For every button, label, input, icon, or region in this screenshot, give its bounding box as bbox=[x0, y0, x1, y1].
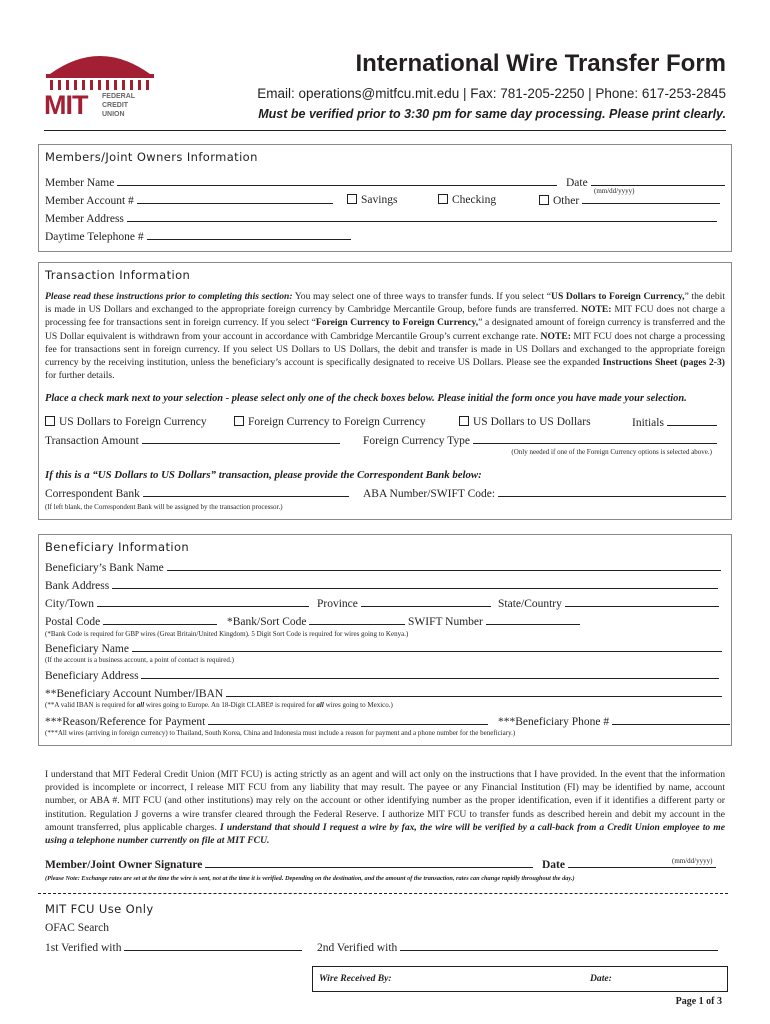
usd-fc-term: US Dollars to Foreign Currency, bbox=[551, 291, 685, 302]
iban-note-all-2: all bbox=[316, 701, 324, 709]
sort-code-row bbox=[227, 615, 405, 628]
signature-date-label: Date bbox=[542, 859, 565, 871]
transaction-title: Transaction Information bbox=[45, 268, 191, 282]
mit-fcu-logo bbox=[44, 46, 156, 121]
beneficiary-account-row bbox=[45, 687, 722, 700]
beneficiary-phone-label: ***Beneficiary Phone # bbox=[498, 716, 610, 728]
fc-fc-checkbox[interactable] bbox=[234, 416, 244, 426]
checking-checkbox[interactable] bbox=[438, 194, 448, 204]
beneficiary-account-label: **Beneficiary Account Number/IBAN bbox=[45, 688, 224, 700]
bank-name-label: Beneficiary’s Bank Name bbox=[45, 562, 164, 574]
member-name-row bbox=[45, 176, 557, 189]
swift-row bbox=[408, 615, 580, 628]
sort-code-note: (*Bank Code is required for GBP wires (Great Britain/United Kingdom). 5 Digit Sort Code is required for wires going to Kenya.) bbox=[45, 630, 409, 638]
logo-line-2: CREDIT bbox=[102, 102, 129, 109]
postal-row bbox=[45, 615, 217, 628]
initials-field[interactable] bbox=[667, 416, 717, 426]
bank-address-row bbox=[45, 579, 718, 592]
option-usd-usd[interactable] bbox=[459, 416, 591, 428]
member-name-field[interactable] bbox=[117, 176, 557, 186]
beneficiary-address-row bbox=[45, 669, 719, 682]
second-verified-label: 2nd Verified with bbox=[317, 942, 398, 954]
fc-type-note: (Only needed if one of the Foreign Currency options is selected above.) bbox=[511, 448, 712, 456]
initials-row bbox=[632, 416, 717, 429]
agreement-body: I understand that MIT Federal Credit Union (MIT FCU) is acting strictly as an agent and will act only on the instructions that I have provided. In the event that the information provided is incomplete or incorrect, I release MIT FCU from any liability that may result. The payee or any Financial Institution (FI) may be identified by name, account number, or ABA #. MIT FCU (and other institutions) may rely on the account or other identifying number as the proper identification, even if it identifies a different party or institution. Regulation J governs a wire transfer cleared through the Federal Reserve. I authorize MIT FCU to transfer funds as described herein and debit my account in the amount transferred, plus applicable charges. bbox=[45, 769, 725, 833]
second-verified-field[interactable] bbox=[400, 941, 718, 951]
beneficiary-name-field[interactable] bbox=[132, 642, 722, 652]
instructions-lead: Please read these instructions prior to completing this section: bbox=[45, 291, 293, 302]
aba-row bbox=[363, 487, 726, 500]
bank-address-field[interactable] bbox=[112, 579, 718, 589]
other-option[interactable] bbox=[539, 194, 720, 207]
beneficiary-title: Beneficiary Information bbox=[45, 540, 190, 554]
province-label: Province bbox=[317, 598, 358, 610]
signature-row bbox=[45, 858, 533, 871]
city-field[interactable] bbox=[97, 597, 309, 607]
reason-field[interactable] bbox=[208, 715, 488, 725]
amount-label: Transaction Amount bbox=[45, 435, 139, 447]
member-address-field[interactable] bbox=[127, 212, 717, 222]
postal-label: Postal Code bbox=[45, 616, 101, 628]
usd-fc-label: US Dollars to Foreign Currency bbox=[59, 416, 207, 428]
fc-type-field[interactable] bbox=[473, 434, 717, 444]
agreement-text bbox=[45, 768, 725, 847]
logo-line-1: FEDERAL bbox=[102, 93, 136, 100]
note-1: NOTE: bbox=[581, 304, 612, 316]
beneficiary-name-note: (If the account is a business account, a point of contact is required.) bbox=[45, 656, 234, 664]
other-field[interactable] bbox=[582, 194, 720, 204]
fc-type-label: Foreign Currency Type bbox=[363, 435, 470, 447]
city-label: City/Town bbox=[45, 598, 95, 610]
instructions-part-1: You may select one of three ways to transfer funds. If you select “ bbox=[292, 291, 552, 302]
dashed-divider bbox=[38, 893, 728, 894]
date-format-hint: (mm/dd/yyyy) bbox=[594, 187, 635, 195]
form-title: International Wire Transfer Form bbox=[355, 50, 726, 77]
usd-usd-checkbox[interactable] bbox=[459, 416, 469, 426]
first-verified-label: 1st Verified with bbox=[45, 942, 122, 954]
iban-note-part-1: (**A valid IBAN is required for bbox=[45, 701, 137, 709]
member-name-label: Member Name bbox=[45, 177, 115, 189]
option-fc-fc[interactable] bbox=[234, 416, 426, 428]
savings-option[interactable] bbox=[347, 194, 397, 206]
instructions-part-2: ” the debit is made in US Dollars and exchanged to the appropriate foreign currency by Cambridge Mercantile Group, before funds are transferred. bbox=[45, 291, 725, 316]
instructions-part-3: MIT FCU does not charge a processing fee for transactions sent in foreign currency. If you select “ bbox=[45, 304, 725, 329]
daytime-phone-label: Daytime Telephone # bbox=[45, 231, 144, 243]
members-title: Members/Joint Owners Information bbox=[45, 150, 258, 164]
reason-note: (***All wires (arriving in foreign currency) to Thailand, South Korea, China and Indonesia must include a reason for payment and a phone number for the beneficiary.) bbox=[45, 729, 516, 737]
daytime-phone-field[interactable] bbox=[147, 230, 351, 240]
instructions-part-6: for further details. bbox=[45, 370, 115, 382]
agreement-fax-clause: I understand that should I request a wire by fax, the wire will be verified by a call-back from a Credit Union employee to me using a telephone number currently on file at MIT FCU. bbox=[45, 821, 725, 847]
place-check-instruction: Place a check mark next to your selection - please select only one of the check boxes below. Please initial the form once you have made your selection. bbox=[45, 393, 687, 404]
reason-label: ***Reason/Reference for Payment bbox=[45, 716, 206, 728]
ofac-label: OFAC Search bbox=[45, 922, 109, 934]
swift-label: SWIFT Number bbox=[408, 616, 483, 628]
first-verified-row bbox=[45, 941, 302, 954]
usd-fc-checkbox[interactable] bbox=[45, 416, 55, 426]
checking-option[interactable] bbox=[438, 194, 496, 206]
amount-field[interactable] bbox=[142, 434, 340, 444]
beneficiary-name-row bbox=[45, 642, 722, 655]
iban-note bbox=[45, 701, 393, 709]
corr-bank-label: Correspondent Bank bbox=[45, 488, 140, 500]
sort-code-label: *Bank/Sort Code bbox=[227, 616, 307, 628]
date-field[interactable] bbox=[591, 176, 725, 186]
instructions-part-4: ” a designated amount of foreign currency is transferred and the US Dollar equivalent is withdrawn from your account in accordance with Cambridge Mercantile Group’s current exchange rate. bbox=[45, 317, 725, 342]
state-country-field[interactable] bbox=[565, 597, 719, 607]
exchange-rate-note: (Please Note: Exchange rates are set at the time the wire is sent, not at the time it is verified. Depending on the destination, and the amount of the transaction, rates can change rapidly throughout the day.) bbox=[45, 875, 575, 882]
page-number: Page 1 of 3 bbox=[675, 996, 722, 1007]
member-address-row bbox=[45, 212, 717, 225]
beneficiary-name-label: Beneficiary Name bbox=[45, 643, 129, 655]
signature-label: Member/Joint Owner Signature bbox=[45, 859, 203, 871]
member-account-field[interactable] bbox=[137, 194, 333, 204]
second-verified-row bbox=[317, 941, 718, 954]
iban-note-part-3: wires going to Mexico.) bbox=[323, 701, 393, 709]
wire-received-date-label: Date: bbox=[590, 973, 612, 984]
logo-line-3: UNION bbox=[102, 111, 125, 118]
iban-note-part-2: wires going to Europe. An 18-Digit CLABE# is required for bbox=[144, 701, 317, 709]
savings-label: Savings bbox=[361, 194, 398, 206]
fc-fc-label: Foreign Currency to Foreign Currency bbox=[248, 416, 426, 428]
bank-address-label: Bank Address bbox=[45, 580, 110, 592]
verification-notice: Must be verified prior to 3:30 pm for same day processing. Please print clearly. bbox=[258, 107, 726, 121]
beneficiary-phone-row bbox=[498, 715, 730, 728]
beneficiary-address-label: Beneficiary Address bbox=[45, 670, 139, 682]
transaction-instructions bbox=[45, 290, 725, 382]
option-usd-fc[interactable] bbox=[45, 416, 207, 428]
member-account-label: Member Account # bbox=[45, 195, 134, 207]
bank-name-row bbox=[45, 561, 721, 574]
beneficiary-phone-field[interactable] bbox=[612, 715, 730, 725]
usd-usd-question: If this is a “US Dollars to US Dollars” transaction, please provide the Correspondent Bank below: bbox=[45, 469, 482, 481]
beneficiary-account-field[interactable] bbox=[226, 687, 722, 697]
corr-bank-field[interactable] bbox=[143, 487, 349, 497]
usd-usd-label: US Dollars to US Dollars bbox=[473, 416, 591, 428]
contact-line: Email: operations@mitfcu.mit.edu | Fax: 781-205-2250 | Phone: 617-253-2845 bbox=[257, 86, 726, 101]
aba-field[interactable] bbox=[498, 487, 726, 497]
member-address-label: Member Address bbox=[45, 213, 124, 225]
province-field[interactable] bbox=[361, 597, 491, 607]
other-checkbox[interactable] bbox=[539, 195, 549, 205]
date-row bbox=[566, 176, 725, 189]
date-label: Date bbox=[566, 177, 588, 189]
wire-received-label: Wire Received By: bbox=[319, 973, 392, 984]
instructions-sheet-ref: Instructions Sheet (pages 2-3) bbox=[602, 357, 725, 369]
initials-label: Initials bbox=[632, 417, 664, 429]
note-2: NOTE: bbox=[540, 330, 571, 342]
signature-field[interactable] bbox=[205, 858, 533, 868]
corr-bank-note: (If left blank, the Correspondent Bank will be assigned by the transaction processor.) bbox=[45, 503, 283, 511]
bank-name-field[interactable] bbox=[167, 561, 721, 571]
amount-row bbox=[45, 434, 340, 447]
logo-mit-word: MIT bbox=[44, 90, 88, 120]
checking-label: Checking bbox=[452, 194, 497, 206]
iban-note-all-1: all bbox=[136, 701, 145, 709]
daytime-phone-row bbox=[45, 230, 351, 243]
aba-label: ABA Number/SWIFT Code: bbox=[363, 488, 496, 500]
instructions-part-5: MIT FCU does not charge a processing fee for transactions sent in foreign currency. If you select US Dollars to US Dollars, the debit and transfer is made in US Dollars and exchanged to the appropriate foreign currency by the receiving institution, unless the beneficiary’s account is specifically designated to receive US Dollars. Please see the expanded bbox=[45, 330, 725, 369]
state-country-label: State/Country bbox=[498, 598, 562, 610]
header-rule bbox=[44, 130, 726, 131]
savings-checkbox[interactable] bbox=[347, 194, 357, 204]
city-row bbox=[45, 597, 309, 610]
fc-type-row bbox=[363, 434, 717, 447]
province-row bbox=[317, 597, 491, 610]
state-country-row bbox=[498, 597, 719, 610]
first-verified-field[interactable] bbox=[124, 941, 302, 951]
member-account-row bbox=[45, 194, 333, 207]
corr-bank-row bbox=[45, 487, 349, 500]
reason-row bbox=[45, 715, 488, 728]
office-use-title: MIT FCU Use Only bbox=[45, 902, 154, 916]
other-label: Other bbox=[553, 195, 580, 207]
beneficiary-address-field[interactable] bbox=[141, 669, 719, 679]
swift-field[interactable] bbox=[486, 615, 580, 625]
sort-code-field[interactable] bbox=[309, 615, 405, 625]
signature-date-format: (mm/dd/yyyy) bbox=[672, 857, 713, 865]
postal-field[interactable] bbox=[103, 615, 217, 625]
fc-fc-term: Foreign Currency to Foreign Currency, bbox=[315, 317, 479, 329]
